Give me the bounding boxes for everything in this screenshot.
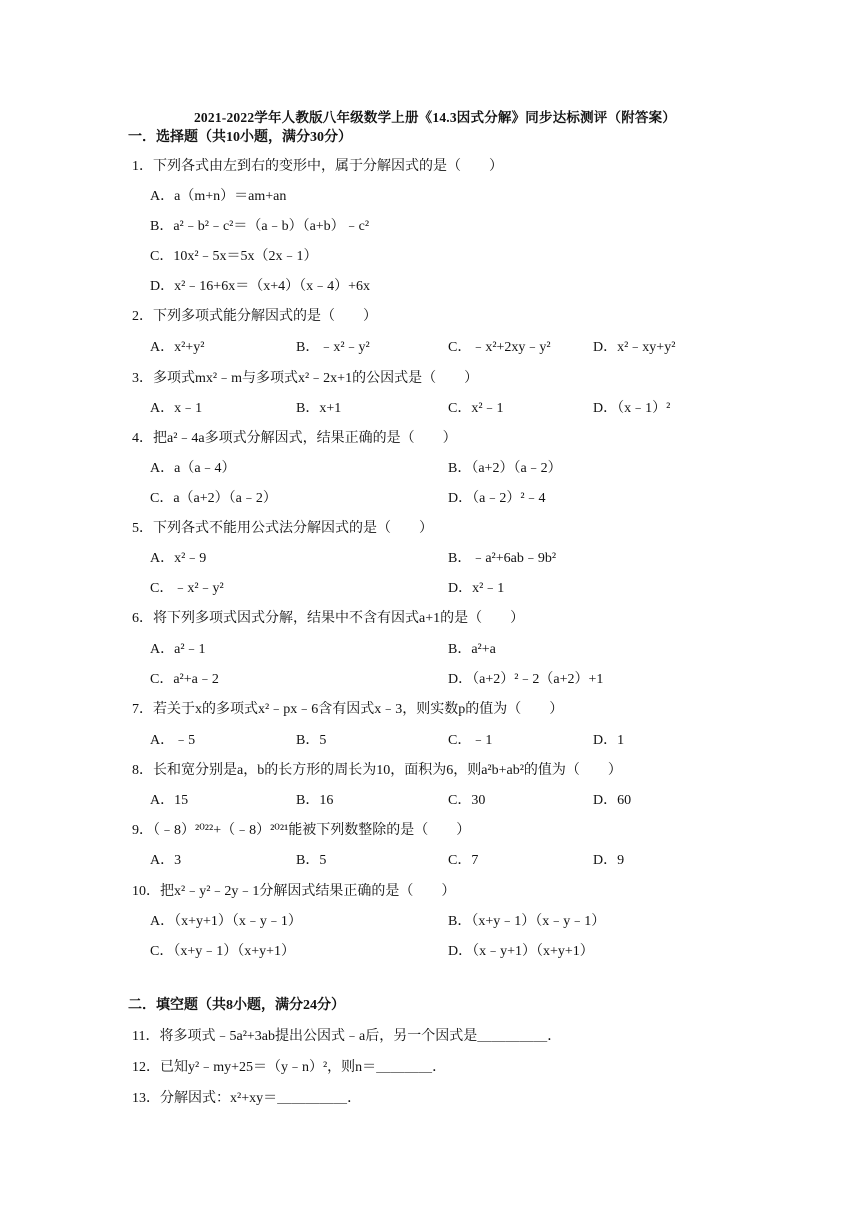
section-heading-fill-in: 二．填空题（共8小题，满分24分） [128, 998, 345, 1013]
q5-option-c: C．﹣x²﹣y² [150, 581, 224, 596]
q2-option-b: B．﹣x²﹣y² [296, 340, 370, 355]
question-12: 12．已知y²﹣my+25＝（y﹣n）²，则n＝＿＿＿＿． [132, 1060, 447, 1075]
q2-option-d: D．x²﹣xy+y² [593, 340, 676, 355]
section-heading-choice: 一．选择题（共10小题，满分30分） [128, 130, 352, 145]
q3-option-d: D．（x﹣1）² [593, 401, 671, 416]
q9-option-d: D．9 [593, 853, 625, 868]
q2-option-c: C．﹣x²+2xy﹣y² [448, 340, 551, 355]
q7-option-b: B．5 [296, 733, 327, 748]
q4-option-c: C．a（a+2）（a﹣2） [150, 491, 277, 506]
q5-option-b: B．﹣a²+6ab﹣9b² [448, 551, 557, 566]
q1-option-a: A．a（m+n）＝am+an [150, 189, 287, 204]
q3-option-b: B．x+1 [296, 401, 342, 416]
q7-option-a: A．﹣5 [150, 733, 196, 748]
q7-option-d: D．1 [593, 733, 625, 748]
question-13: 13．分解因式：x²+xy＝＿＿＿＿＿． [132, 1091, 362, 1106]
q8-option-d: D．60 [593, 793, 632, 808]
q1-option-b: B．a²﹣b²﹣c²＝（a﹣b）（a+b）﹣c² [150, 219, 370, 234]
question-3: 3．多项式mx²﹣m与多项式x²﹣2x+1的公因式是（ ） [132, 371, 479, 386]
q1-option-d: D．x²﹣16+6x＝（x+4）（x﹣4）+6x [150, 279, 370, 294]
q10-option-b: B．（x+y﹣1）（x﹣y﹣1） [448, 914, 606, 929]
q4-option-d: D．（a﹣2）²﹣4 [448, 491, 546, 506]
q4-option-b: B．（a+2）（a﹣2） [448, 461, 562, 476]
question-2: 2．下列多项式能分解因式的是（ ） [132, 309, 377, 324]
q8-option-b: B．16 [296, 793, 334, 808]
q3-option-c: C．x²﹣1 [448, 401, 504, 416]
question-8: 8．长和宽分别是a，b的长方形的周长为10，面积为6，则a²b+ab²的值为（ ） [132, 763, 622, 778]
q9-option-a: A．3 [150, 853, 182, 868]
question-4: 4．把a²﹣4a多项式分解因式，结果正确的是（ ） [132, 431, 457, 446]
question-5: 5．下列各式不能用公式法分解因式的是（ ） [132, 521, 433, 536]
q9-option-b: B．5 [296, 853, 327, 868]
q6-option-a: A．a²﹣1 [150, 642, 206, 657]
q5-option-a: A．x²﹣9 [150, 551, 207, 566]
q6-option-d: D．（a+2）²﹣2（a+2）+1 [448, 672, 604, 687]
question-1: 1．下列各式由左到右的变形中，属于分解因式的是（ ） [132, 159, 503, 174]
q8-option-c: C．30 [448, 793, 486, 808]
question-7: 7．若关于x的多项式x²﹣px﹣6含有因式x﹣3，则实数p的值为（ ） [132, 702, 564, 717]
q6-option-b: B．a²+a [448, 642, 496, 657]
question-9: 9．（﹣8）²⁰²²+（﹣8）²⁰²¹能被下列数整除的是（ ） [132, 823, 471, 838]
q2-option-a: A．x²+y² [150, 340, 205, 355]
q7-option-c: C．﹣1 [448, 733, 493, 748]
q4-option-a: A．a（a﹣4） [150, 461, 236, 476]
question-10: 10．把x²﹣y²﹣2y﹣1分解因式结果正确的是（ ） [132, 884, 456, 899]
question-6: 6．将下列多项式因式分解，结果中不含有因式a+1的是（ ） [132, 611, 525, 626]
q5-option-d: D．x²﹣1 [448, 581, 505, 596]
q8-option-a: A．15 [150, 793, 189, 808]
question-11: 11．将多项式﹣5a²+3ab提出公因式﹣a后，另一个因式是＿＿＿＿＿． [132, 1029, 562, 1044]
q10-option-c: C．（x+y﹣1）（x+y+1） [150, 944, 296, 959]
q9-option-c: C．7 [448, 853, 479, 868]
q6-option-c: C．a²+a﹣2 [150, 672, 219, 687]
q10-option-a: A．（x+y+1）（x﹣y﹣1） [150, 914, 302, 929]
q10-option-d: D．（x﹣y+1）（x+y+1） [448, 944, 594, 959]
q3-option-a: A．x﹣1 [150, 401, 203, 416]
q1-option-c: C．10x²﹣5x＝5x（2x﹣1） [150, 249, 318, 264]
document-title: 2021-2022学年人教版八年级数学上册《14.3因式分解》同步达标测评（附答案） [193, 110, 677, 125]
